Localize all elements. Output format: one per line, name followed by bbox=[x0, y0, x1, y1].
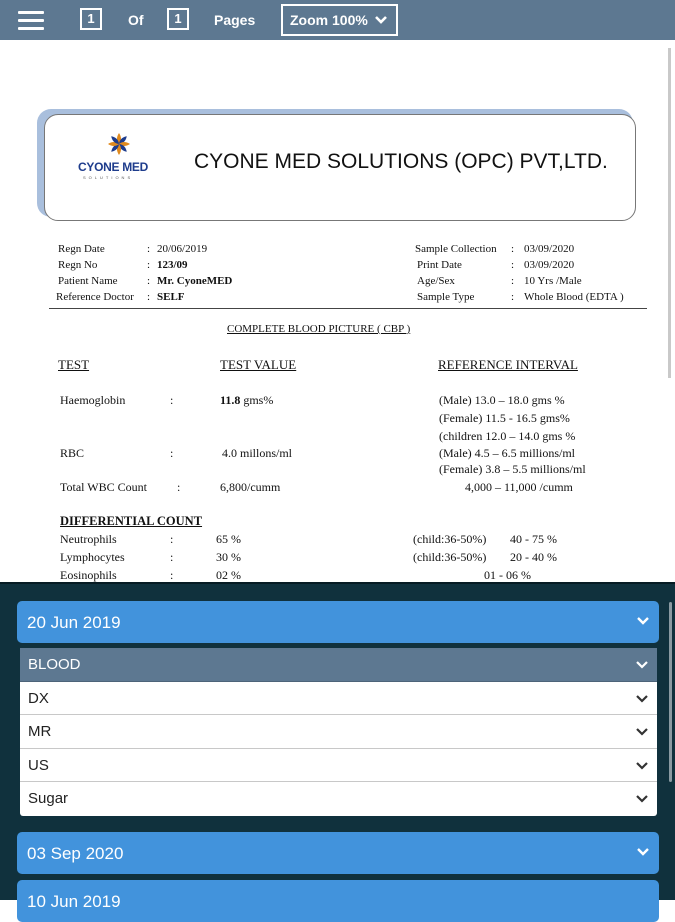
regn-no-value: 123/09 bbox=[157, 259, 188, 271]
colon: : bbox=[170, 393, 174, 407]
colon: : bbox=[147, 243, 151, 255]
rbc-ref-female: (Female) 3.8 – 5.5 millions/ml bbox=[439, 462, 586, 476]
wbc-ref: 4,000 – 11,000 /cumm bbox=[465, 480, 573, 494]
hb-ref-female: (Female) 11.5 - 16.5 gms% bbox=[439, 411, 570, 425]
category-label: Sugar bbox=[28, 790, 69, 808]
company-name: CYONE MED SOLUTIONS (OPC) PVT,LTD. bbox=[194, 150, 608, 173]
rbc-test-name: RBC bbox=[60, 446, 85, 460]
sample-collection-label: Sample Collection bbox=[415, 243, 497, 255]
divider bbox=[49, 308, 647, 309]
patient-name-value: Mr. CyoneMED bbox=[157, 275, 233, 287]
patient-name-label: Patient Name bbox=[58, 275, 118, 287]
category-label: BLOOD bbox=[28, 656, 81, 673]
records-panel bbox=[0, 582, 675, 911]
record-date: 03 Sep 2020 bbox=[27, 844, 124, 863]
sample-type-value: Whole Blood (EDTA ) bbox=[524, 291, 624, 303]
eosinophils-value: 02 % bbox=[216, 568, 241, 582]
colon: : bbox=[147, 275, 151, 287]
category-label: US bbox=[28, 756, 49, 774]
rbc-ref-male: (Male) 4.5 – 6.5 millions/ml bbox=[439, 446, 575, 460]
lymphocytes-name: Lymphocytes bbox=[60, 550, 125, 564]
panel-scrollbar[interactable] bbox=[669, 602, 672, 782]
pdf-toolbar bbox=[0, 0, 675, 40]
ref-doctor-label: Reference Doctor bbox=[56, 291, 134, 303]
eosinophils-ref: 01 - 06 % bbox=[484, 568, 531, 582]
lymphocytes-child-ref: (child:36-50%) bbox=[413, 550, 487, 564]
eosinophils-name: Eosinophils bbox=[60, 568, 117, 582]
chevron-down-icon bbox=[635, 725, 649, 739]
colon: : bbox=[170, 532, 174, 546]
record-header-03-sep-2020[interactable] bbox=[17, 832, 659, 874]
chevron-down-icon bbox=[635, 613, 651, 629]
age-sex-label: Age/Sex bbox=[417, 275, 455, 287]
print-date-value: 03/09/2020 bbox=[524, 259, 575, 271]
hb-test-value: 11.8 gms% bbox=[220, 393, 274, 407]
company-logo-icon bbox=[106, 131, 132, 157]
reference-column-header: REFERENCE INTERVAL bbox=[438, 357, 578, 372]
category-item-dx[interactable] bbox=[20, 682, 657, 716]
colon: : bbox=[147, 259, 151, 271]
total-pages-field: 1 bbox=[167, 8, 189, 30]
regn-date-label: Regn Date bbox=[58, 243, 105, 255]
regn-date-value: 20/06/2019 bbox=[157, 243, 208, 255]
wbc-test-value: 6,800/cumm bbox=[220, 480, 281, 494]
lymphocytes-ref: 20 - 40 % bbox=[510, 550, 557, 564]
hb-test-name: Haemoglobin bbox=[60, 393, 126, 407]
chevron-down-icon bbox=[635, 792, 649, 806]
colon: : bbox=[177, 480, 181, 494]
category-list bbox=[20, 648, 657, 816]
chevron-down-icon bbox=[635, 658, 649, 672]
colon: : bbox=[170, 568, 174, 582]
hb-ref-children: (children 12.0 – 14.0 gms % bbox=[439, 429, 576, 443]
print-date-label: Print Date bbox=[417, 259, 462, 271]
section-title: COMPLETE BLOOD PICTURE ( CBP ) bbox=[227, 323, 411, 335]
colon: : bbox=[147, 291, 151, 303]
value-column-header: TEST VALUE bbox=[220, 357, 297, 372]
zoom-select[interactable] bbox=[281, 4, 398, 36]
neutrophils-ref: 40 - 75 % bbox=[510, 532, 557, 546]
sample-type-label: Sample Type bbox=[417, 291, 475, 303]
regn-no-label: Regn No bbox=[58, 259, 98, 271]
age-sex-value: 10 Yrs /Male bbox=[524, 275, 582, 287]
category-item-blood[interactable] bbox=[20, 648, 657, 682]
zoom-label: Zoom 100% bbox=[290, 12, 368, 28]
neutrophils-name: Neutrophils bbox=[60, 532, 117, 546]
pages-label: Pages bbox=[214, 12, 256, 28]
category-item-us[interactable] bbox=[20, 749, 657, 783]
record-header-10-jun-2019[interactable] bbox=[17, 880, 659, 922]
record-date: 10 Jun 2019 bbox=[27, 892, 121, 911]
chevron-down-icon bbox=[635, 759, 649, 773]
category-label: DX bbox=[28, 689, 49, 707]
differential-title: DIFFERENTIAL COUNT bbox=[60, 514, 203, 528]
report-document bbox=[0, 40, 675, 582]
wbc-test-name: Total WBC Count bbox=[60, 480, 147, 494]
record-date: 20 Jun 2019 bbox=[27, 613, 121, 632]
colon: : bbox=[511, 291, 515, 303]
record-header-20-jun-2019[interactable] bbox=[17, 601, 659, 643]
colon: : bbox=[170, 550, 174, 564]
hb-ref-male: (Male) 13.0 – 18.0 gms % bbox=[439, 393, 565, 407]
rbc-test-value: 4.0 millons/ml bbox=[222, 446, 293, 460]
neutrophils-child-ref: (child:36-50%) bbox=[413, 532, 487, 546]
current-page-field[interactable]: 1 bbox=[80, 8, 102, 30]
colon: : bbox=[511, 259, 515, 271]
document-scrollbar[interactable] bbox=[668, 48, 671, 378]
logo-name: CYONE MED bbox=[78, 160, 148, 174]
chevron-down-icon bbox=[635, 692, 649, 706]
colon: : bbox=[511, 243, 515, 255]
colon: : bbox=[511, 275, 515, 287]
chevron-down-icon bbox=[374, 13, 388, 27]
chevron-down-icon bbox=[635, 844, 651, 860]
test-column-header: TEST bbox=[58, 357, 90, 372]
menu-icon[interactable] bbox=[18, 11, 44, 33]
of-label: Of bbox=[128, 12, 144, 28]
category-item-sugar[interactable] bbox=[20, 782, 657, 816]
lymphocytes-value: 30 % bbox=[216, 550, 241, 564]
colon: : bbox=[170, 446, 174, 460]
category-label: MR bbox=[28, 723, 52, 741]
sample-collection-value: 03/09/2020 bbox=[524, 243, 575, 255]
logo-tagline: SOLUTIONS bbox=[83, 175, 134, 180]
ref-doctor-value: SELF bbox=[157, 291, 185, 303]
category-item-mr[interactable] bbox=[20, 715, 657, 749]
neutrophils-value: 65 % bbox=[216, 532, 241, 546]
